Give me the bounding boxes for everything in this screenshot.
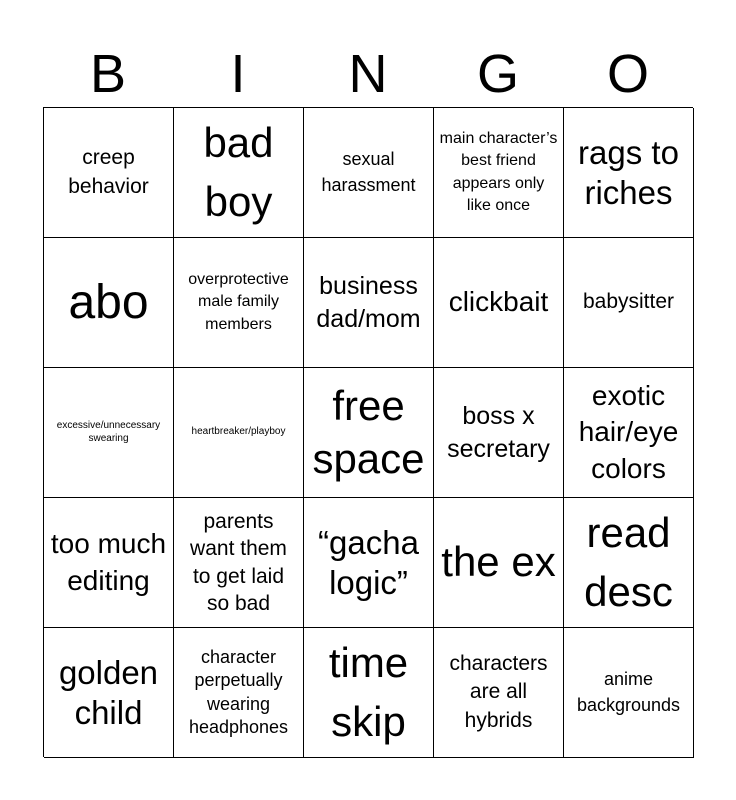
bingo-cell[interactable] [304,498,434,628]
bingo-cell[interactable] [174,368,304,498]
free-space-cell[interactable] [304,368,434,498]
header-letter-b: B [89,44,127,104]
bingo-cell[interactable] [304,108,434,238]
cell-text: character perpetually wearing headphones [188,646,289,737]
cell-text: rags to riches [578,133,679,211]
bingo-cell[interactable] [564,238,694,368]
cell-text: free space [312,382,425,482]
bingo-cell[interactable] [44,238,174,368]
bingo-cell[interactable] [434,628,564,758]
bingo-cell[interactable] [434,498,564,628]
bingo-cell[interactable] [434,108,564,238]
bingo-cell[interactable] [564,498,694,628]
cell-text: creep behavior [68,146,149,198]
bingo-cell[interactable] [564,108,694,238]
cell-text: clickbait [448,286,549,318]
cell-text: “gacha logic” [318,523,419,601]
bingo-cell[interactable] [434,238,564,368]
cell-text: boss x secretary [447,402,550,463]
header-letter-i: I [230,44,246,104]
cell-text: exotic hair/eye colors [578,379,679,484]
header-letter-o: O [606,44,649,104]
header-letter-n: N [348,44,388,104]
bingo-cell[interactable] [304,628,434,758]
cell-text: bad boy [203,118,274,225]
cell-text: read desc [584,508,673,615]
bingo-cell[interactable] [174,498,304,628]
cell-text: sexual harassment [321,149,416,195]
bingo-header [43,40,693,108]
cell-text: heartbreaker/playboy [191,426,286,438]
bingo-cell[interactable] [174,238,304,368]
cell-text: abo [68,275,149,329]
cell-text: the ex [441,538,556,586]
header-letter-g: G [476,44,519,104]
cell-text: characters are all hybrids [449,651,548,732]
cell-text: business dad/mom [316,272,421,333]
bingo-cell[interactable] [44,108,174,238]
cell-text: anime backgrounds [576,669,681,715]
bingo-cell[interactable] [44,628,174,758]
bingo-cell[interactable] [174,628,304,758]
bingo-board [43,107,693,757]
cell-text: babysitter [582,290,675,314]
bingo-cell[interactable] [304,238,434,368]
bingo-cell[interactable] [564,628,694,758]
cell-text: excessive/unnecessary swearing [56,420,161,444]
cell-text: parents want them to get laid so bad [190,509,287,615]
bingo-cell[interactable] [564,368,694,498]
cell-text: too much editing [50,528,167,596]
bingo-cell[interactable] [44,368,174,498]
bingo-cell[interactable] [174,108,304,238]
cell-text: main character’s best friend appears only like once [439,129,558,214]
cell-text: golden child [58,653,159,731]
cell-text: time skip [328,638,409,745]
bingo-cell[interactable] [44,498,174,628]
bingo-cell[interactable] [434,368,564,498]
cell-text: overprotective male family members [188,270,289,333]
